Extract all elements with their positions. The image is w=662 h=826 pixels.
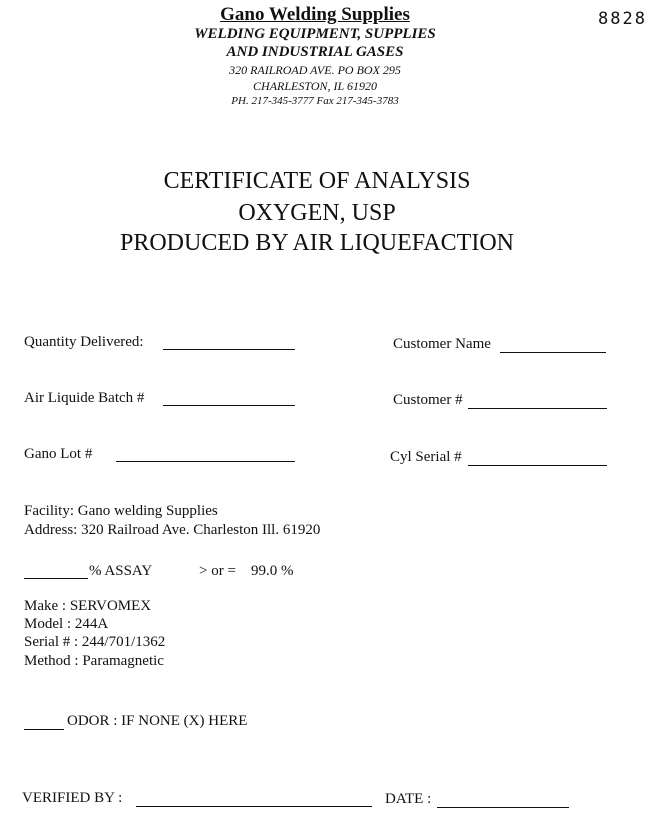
instrument-serial: Serial # : 244/701/1362 <box>24 634 166 650</box>
odor-label: ODOR : IF NONE (X) HERE <box>67 713 248 729</box>
assay-minimum-value: 99.0 % <box>251 563 294 579</box>
date-field[interactable] <box>437 807 569 808</box>
date-label: DATE : <box>385 791 432 807</box>
quantity-delivered-label: Quantity Delivered: <box>24 334 144 350</box>
company-tagline-2: AND INDUSTRIAL GASES <box>226 44 404 60</box>
quantity-delivered-field[interactable] <box>163 349 295 350</box>
air-liquide-batch-field[interactable] <box>163 405 295 406</box>
certificate-title: CERTIFICATE OF ANALYSIS <box>163 168 471 194</box>
instrument-model: Model : 244A <box>24 616 109 632</box>
product-title: OXYGEN, USP <box>238 200 396 226</box>
gano-lot-field[interactable] <box>116 461 295 462</box>
assay-comparator: > or = <box>199 563 236 579</box>
instrument-method: Method : Paramagnetic <box>24 653 164 669</box>
production-method-title: PRODUCED BY AIR LIQUEFACTION <box>119 230 514 256</box>
verified-by-label: VERIFIED BY : <box>22 790 123 806</box>
company-name: Gano Welding Supplies <box>220 4 410 25</box>
company-phone: PH. 217-345-3777 Fax 217-345-3783 <box>231 95 399 107</box>
verified-by-field[interactable] <box>136 806 372 807</box>
assay-value-field[interactable] <box>24 578 88 579</box>
customer-name-label: Customer Name <box>393 336 491 352</box>
company-address-line-1: 320 RAILROAD AVE. PO BOX 295 <box>229 63 401 77</box>
air-liquide-batch-label: Air Liquide Batch # <box>24 390 145 406</box>
customer-number-label: Customer # <box>393 392 463 408</box>
cyl-serial-label: Cyl Serial # <box>390 449 462 465</box>
assay-label: % ASSAY <box>89 563 153 579</box>
odor-field[interactable] <box>24 729 64 730</box>
instrument-make: Make : SERVOMEX <box>24 598 152 614</box>
facility-address-line: Address: 320 Railroad Ave. Charleston Ill. 61920 <box>24 522 321 538</box>
company-address-line-2: CHARLESTON, IL 61920 <box>253 79 377 93</box>
gano-lot-label: Gano Lot # <box>24 446 93 462</box>
customer-name-field[interactable] <box>500 352 606 353</box>
company-tagline-1: WELDING EQUIPMENT, SUPPLIES <box>194 26 436 42</box>
document-number: 8828 <box>598 9 647 29</box>
customer-number-field[interactable] <box>468 408 607 409</box>
cyl-serial-field[interactable] <box>468 465 607 466</box>
facility-line: Facility: Gano welding Supplies <box>24 503 218 519</box>
